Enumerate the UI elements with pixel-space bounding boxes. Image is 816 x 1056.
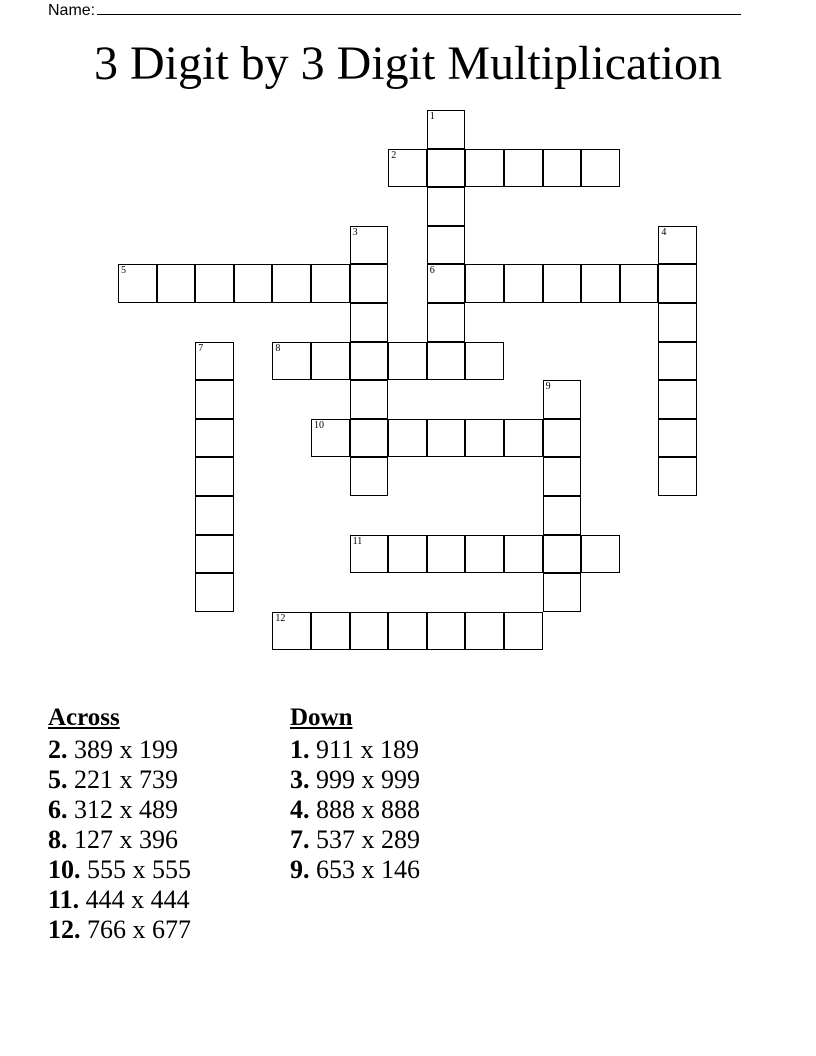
clue-number: 5: [121, 265, 126, 277]
clue-number: 4: [661, 226, 667, 238]
grid-cell[interactable]: [195, 380, 234, 419]
grid-cell[interactable]: [581, 149, 620, 188]
grid-cell[interactable]: [272, 264, 311, 303]
grid-cell[interactable]: [658, 419, 697, 458]
clue-across-11: 11. 444 x 444: [48, 885, 190, 914]
clue-number: 9: [545, 381, 551, 393]
grid-cell[interactable]: [195, 535, 234, 574]
clue-down-4: 4. 888 x 888: [290, 795, 420, 824]
grid-cell[interactable]: [465, 612, 504, 651]
across-clues: [48, 703, 191, 945]
grid-cell[interactable]: [272, 342, 311, 381]
grid-cell[interactable]: [350, 419, 389, 458]
grid-cell[interactable]: [234, 264, 273, 303]
across-heading: Across: [48, 704, 120, 731]
grid-cell[interactable]: [504, 149, 543, 188]
grid-cell[interactable]: [311, 342, 350, 381]
grid-cell[interactable]: [388, 342, 427, 381]
name-underline[interactable]: [97, 0, 741, 15]
grid-cell[interactable]: [543, 496, 582, 535]
grid-cell[interactable]: [427, 264, 466, 303]
clue-number: 7: [198, 342, 204, 354]
grid-cell[interactable]: [658, 380, 697, 419]
grid-cell[interactable]: [195, 573, 234, 612]
clue-across-2: 2. 389 x 199: [48, 735, 178, 764]
grid-cell[interactable]: [350, 380, 389, 419]
grid-cell[interactable]: [504, 612, 543, 651]
grid-cell[interactable]: [350, 612, 389, 651]
grid-cell[interactable]: [658, 264, 697, 303]
grid-cell[interactable]: [311, 612, 350, 651]
grid-cell[interactable]: [427, 149, 466, 188]
grid-cell[interactable]: [504, 419, 543, 458]
grid-cell[interactable]: [543, 419, 582, 458]
grid-cell[interactable]: [543, 573, 582, 612]
clue-down-1: 1. 911 x 189: [290, 735, 420, 764]
grid-cell[interactable]: [388, 419, 427, 458]
grid-cell[interactable]: [581, 535, 620, 574]
clue-across-5: 5. 221 x 739: [48, 765, 178, 794]
grid-cell[interactable]: [350, 264, 389, 303]
clue-number: 8: [275, 342, 281, 354]
grid-cell[interactable]: [427, 110, 466, 149]
grid-cell[interactable]: [195, 496, 234, 535]
clue-number: 6: [429, 265, 435, 277]
grid-cell[interactable]: [427, 535, 466, 574]
grid-cell[interactable]: [388, 535, 427, 574]
clue-number: 11: [352, 535, 363, 547]
down-heading: Down: [290, 704, 353, 731]
grid-cell[interactable]: [195, 342, 234, 381]
grid-cell[interactable]: [195, 419, 234, 458]
clue-down-7: 7. 537 x 289: [290, 825, 420, 854]
clue-across-8: 8. 127 x 396: [48, 825, 178, 854]
clue-across-12: 12. 766 x 677: [48, 915, 191, 944]
grid-cell[interactable]: [388, 149, 427, 188]
grid-cell[interactable]: [350, 457, 389, 496]
grid-cell[interactable]: [543, 457, 582, 496]
grid-cell[interactable]: [658, 342, 697, 381]
grid-cell[interactable]: [465, 342, 504, 381]
grid-cell[interactable]: [157, 264, 196, 303]
grid-cell[interactable]: [543, 264, 582, 303]
grid-cell[interactable]: [465, 264, 504, 303]
grid-cell[interactable]: [658, 303, 697, 342]
grid-cell[interactable]: [427, 342, 466, 381]
grid-cell[interactable]: [350, 342, 389, 381]
grid-cell[interactable]: [272, 612, 311, 651]
grid-cell[interactable]: [311, 419, 350, 458]
grid-cell[interactable]: [388, 612, 427, 651]
clue-across-10: 10. 555 x 555: [48, 855, 191, 884]
clue-down-3: 3. 999 x 999: [290, 765, 420, 794]
grid-cell[interactable]: [465, 149, 504, 188]
grid-cell[interactable]: [543, 380, 582, 419]
clue-number: 2: [391, 149, 397, 161]
down-clues: [290, 703, 420, 885]
grid-cell[interactable]: [195, 457, 234, 496]
grid-cell[interactable]: [504, 264, 543, 303]
grid-cell[interactable]: [543, 535, 582, 574]
grid-cell[interactable]: [658, 457, 697, 496]
grid-cell[interactable]: [350, 303, 389, 342]
grid-cell[interactable]: [581, 264, 620, 303]
grid-cell[interactable]: [195, 264, 234, 303]
name-label: Name:: [48, 2, 96, 19]
clue-number: 10: [314, 419, 324, 431]
clue-down-9: 9. 653 x 146: [290, 855, 420, 884]
clue-number: 1: [429, 111, 435, 122]
clue-number: 3: [352, 226, 358, 238]
grid-cell[interactable]: [620, 264, 659, 303]
name-field[interactable]: [48, 0, 741, 20]
grid-cell[interactable]: [427, 303, 466, 342]
grid-cell[interactable]: [118, 264, 157, 303]
grid-cell[interactable]: [427, 187, 466, 226]
page-title: 3 Digit by 3 Digit Multiplication: [94, 37, 722, 90]
grid-cell[interactable]: [658, 226, 697, 265]
grid-cell[interactable]: [311, 264, 350, 303]
grid-cell[interactable]: [465, 419, 504, 458]
grid-cell[interactable]: [350, 535, 389, 574]
grid-cell[interactable]: [543, 149, 582, 188]
grid-cell[interactable]: [350, 226, 389, 265]
grid-cell[interactable]: [427, 226, 466, 265]
clue-number: 12: [275, 612, 286, 624]
grid-cell[interactable]: [465, 535, 504, 574]
clue-across-6: 6. 312 x 489: [48, 795, 178, 824]
grid-cell[interactable]: [504, 535, 543, 574]
grid-cell[interactable]: [427, 612, 466, 651]
grid-cell[interactable]: [427, 419, 466, 458]
